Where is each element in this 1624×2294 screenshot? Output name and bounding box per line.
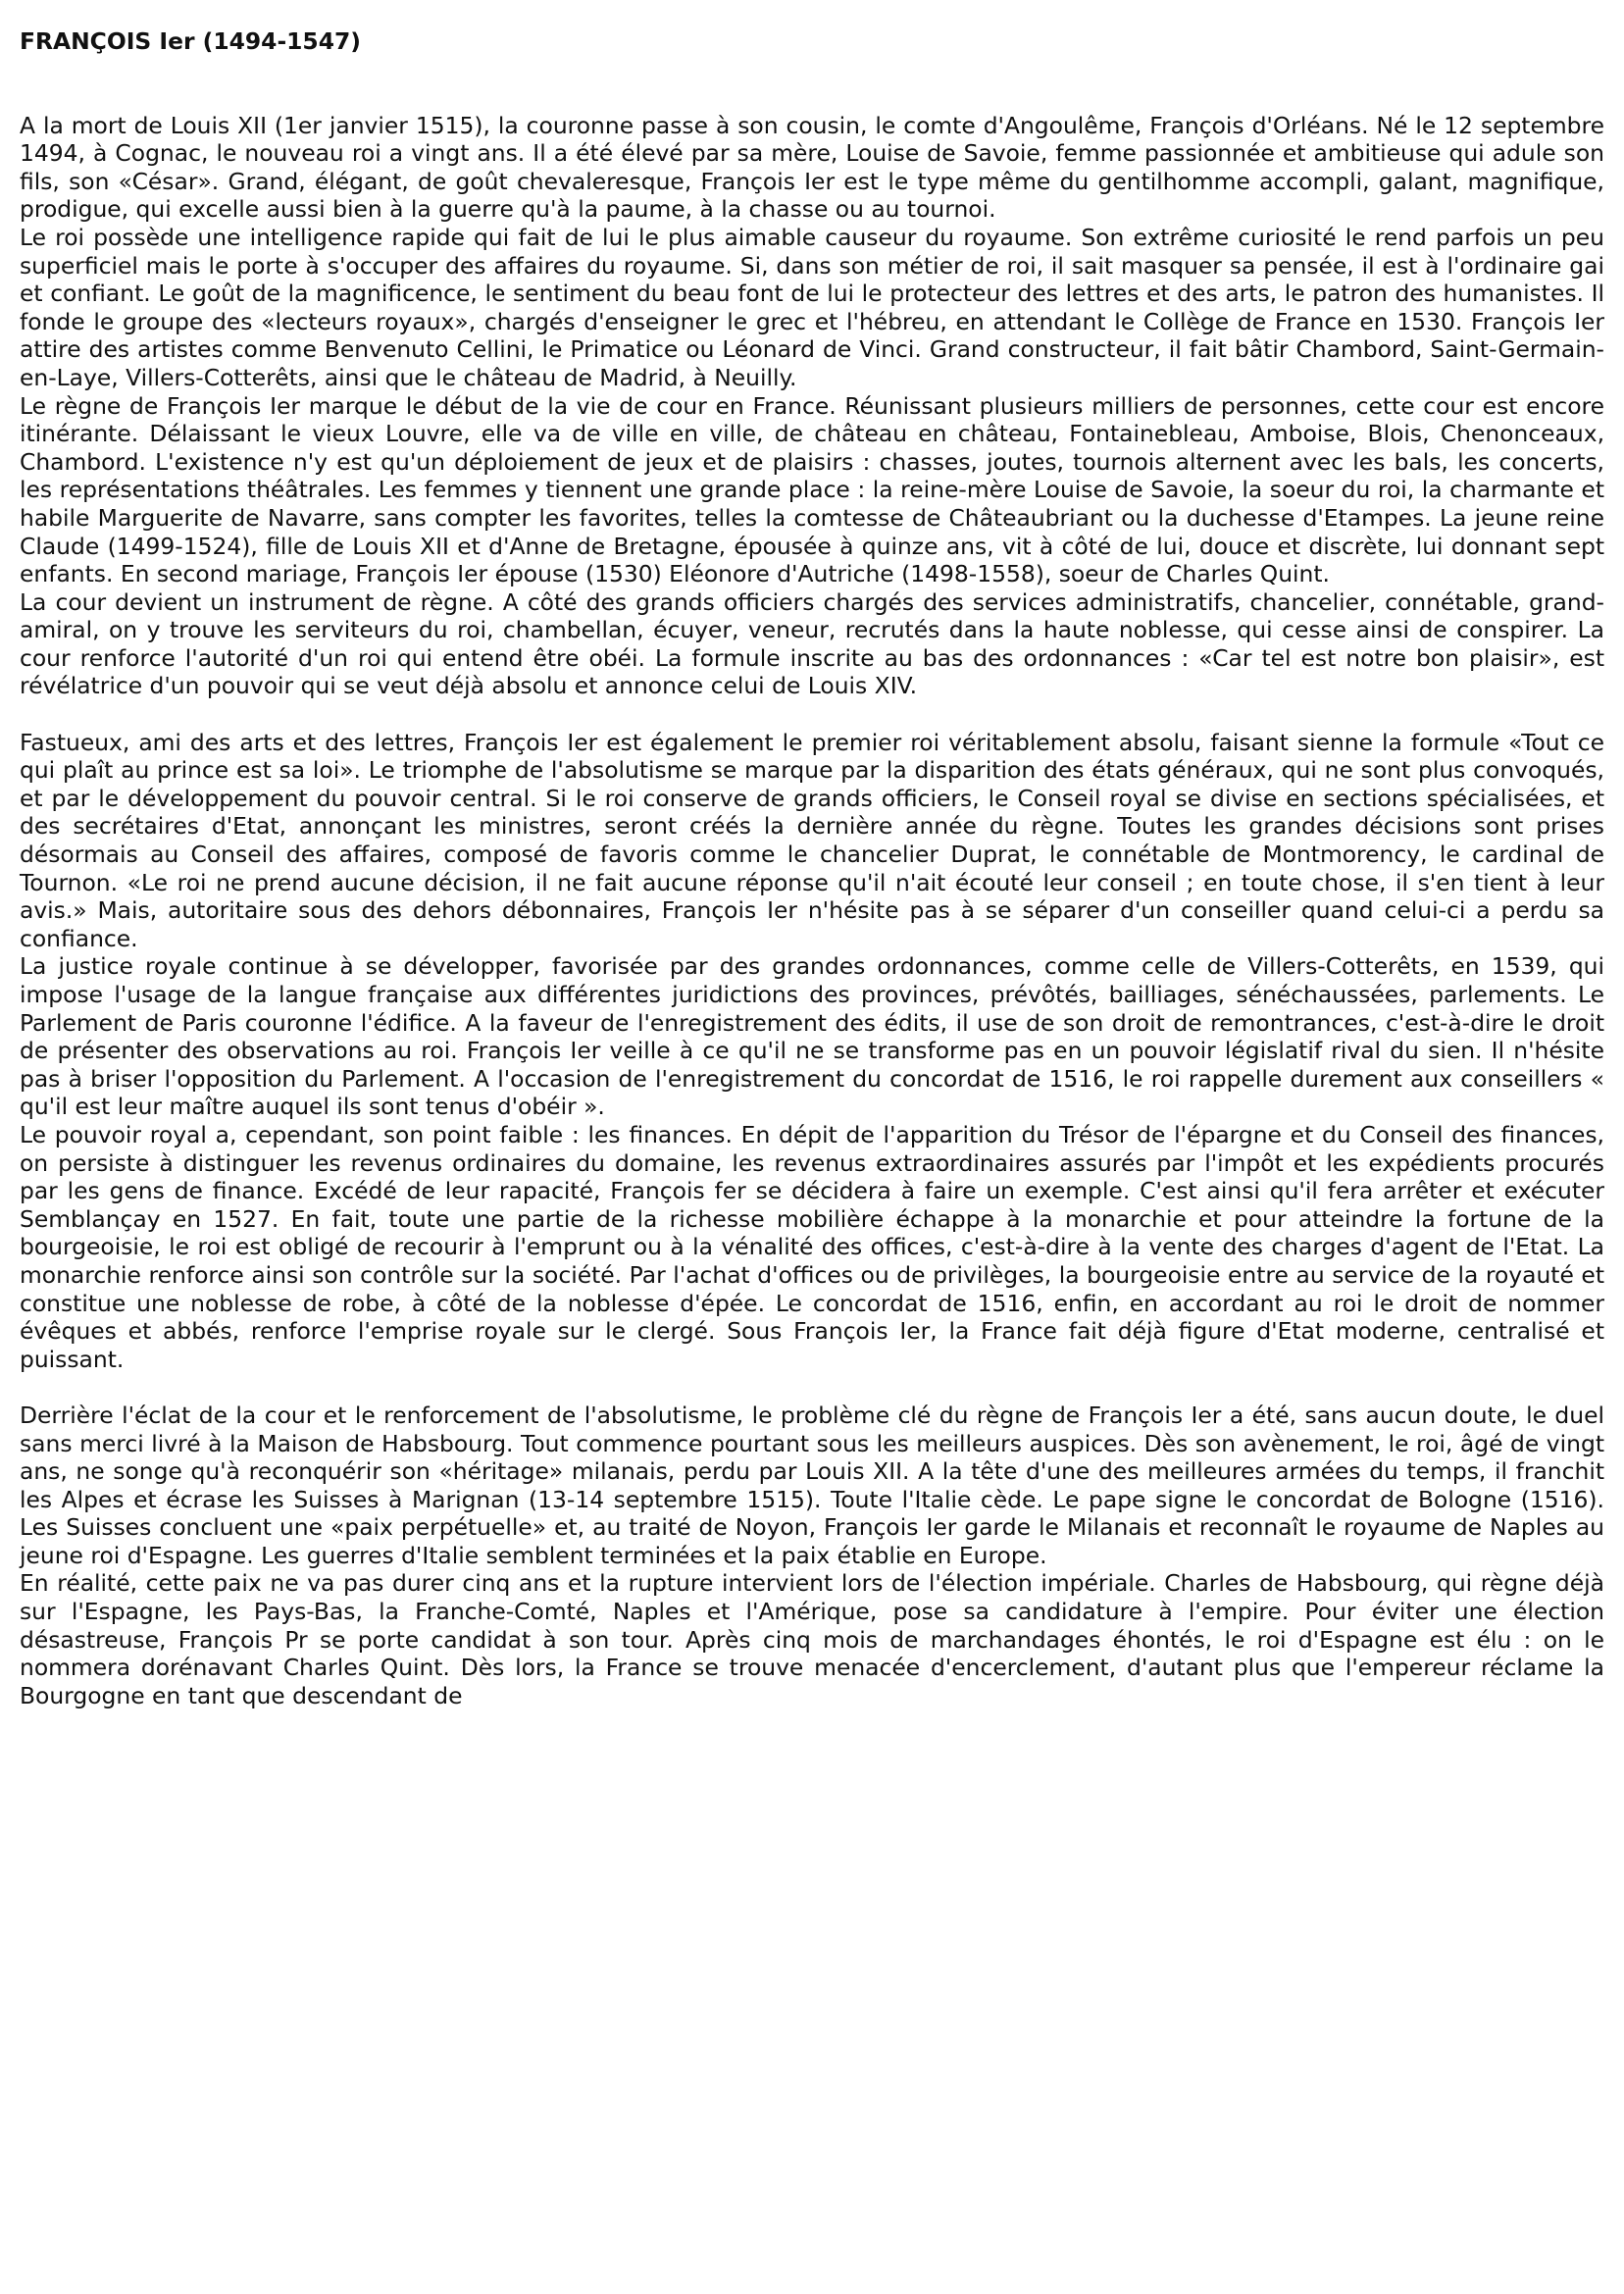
paragraph: La justice royale continue à se développer, favorisée par des grandes ordonnances, comme celle de Villers-Cotterêts, en 1539, qui impose l'usage de la langue française aux différentes juridictions des provinces, prévôtés, bailliages, sénéchaussées, parlements. Le Parlement de Paris couronne l'édifice. A la faveur de l'enregistrement des édits, il use de son droit de remontrances, c'est-à-dire le droit de présenter des observations au roi. François Ier veille à ce qu'il ne se transforme pas en un pouvoir législatif rival du sien. Il n'hésite pas à briser l'opposition du Parlement. A l'occasion de l'enregistrement du concordat de 1516, le roi rappelle durement aux conseillers « qu'il est leur maître auquel ils sont tenus d'obéir ». (20, 952, 1604, 1121)
paragraph: En réalité, cette paix ne va pas durer cinq ans et la rupture intervient lors de l'élection impériale. Charles de Habsbourg, qui règne déjà sur l'Espagne, les Pays-Bas, la Franche-Comté, Naples et l'Amérique, pose sa candidature à l'empire. Pour éviter une élection désastreuse, François Pr se porte candidat à son tour. Après cinq mois de marchandages éhontés, le roi d'Espagne est élu : on le nommera dorénavant Charles Quint. Dès lors, la France se trouve menacée d'encerclement, d'autant plus que l'empereur réclame la Bourgogne en tant que descendant de (20, 1569, 1604, 1709)
paragraph: Le roi possède une intelligence rapide qui fait de lui le plus aimable causeur du royaume. Son extrême curiosité le rend parfois un peu superficiel mais le porte à s'occuper des affaires du royaume. Si, dans son métier de roi, il sait masquer sa pensée, il est à l'ordinaire gai et confiant. Le goût de la magnificence, le sentiment du beau font de lui le protecteur des lettres et des arts, le patron des humanistes. Il fonde le groupe des «lecteurs royaux», chargés d'enseigner le grec et l'hébreu, en attendant le Collège de France en 1530. François Ier attire des artistes comme Benvenuto Cellini, le Primatice ou Léonard de Vinci. Grand constructeur, il fait bâtir Chambord, Saint-Germain-en-Laye, Villers-Cotterêts, ainsi que le château de Madrid, à Neuilly. (20, 223, 1604, 391)
paragraph-spacer (20, 1373, 1604, 1402)
paragraph: Derrière l'éclat de la cour et le renforcement de l'absolutisme, le problème clé du règne de François Ier a été, sans aucun doute, le duel sans merci livré à la Maison de Habsbourg. Tout commence pourtant sous les meilleurs auspices. Dès son avènement, le roi, âgé de vingt ans, ne songe qu'à reconquérir son «héritage» milanais, perdu par Louis XII. A la tête d'une des meilleures armées du temps, il franchit les Alpes et écrase les Suisses à Marignan (13-14 septembre 1515). Toute l'Italie cède. Le pape signe le concordat de Bologne (1516). Les Suisses concluent une «paix perpétuelle» et, au traité de Noyon, François Ier garde le Milanais et reconnaît le royaume de Naples au jeune roi d'Espagne. Les guerres d'Italie semblent terminées et la paix établie en Europe. (20, 1401, 1604, 1569)
paragraph: La cour devient un instrument de règne. A côté des grands officiers chargés des services administratifs, chancelier, connétable, grand-amiral, on y trouve les serviteurs du roi, chambellan, écuyer, veneur, recrutés dans la haute noblesse, qui cesse ainsi de conspirer. La cour renforce l'autorité d'un roi qui entend être obéi. La formule inscrite au bas des ordonnances : «Car tel est notre bon plaisir», est révélatrice d'un pouvoir qui se veut déjà absolu et annonce celui de Louis XIV. (20, 587, 1604, 700)
document-title: FRANÇOIS Ier (1494-1547) (20, 27, 361, 55)
paragraph: A la mort de Louis XII (1er janvier 1515), la couronne passe à son cousin, le comte d'Angoulême, François d'Orléans. Né le 12 septembre 1494, à Cognac, le nouveau roi a vingt ans. Il a été élevé par sa mère, Louise de Savoie, femme passionnée et ambitieuse qui adule son fils, son «César». Grand, élégant, de goût chevaleresque, François Ier est le type même du gentilhomme accompli, galant, magnifique, prodigue, qui excelle aussi bien à la guerre qu'à la paume, à la chasse ou au tournoi. (20, 111, 1604, 224)
paragraph: Fastueux, ami des arts et des lettres, François Ier est également le premier roi véritablement absolu, faisant sienne la formule «Tout ce qui plaît au prince est sa loi». Le triomphe de l'absolutisme se marque par la disparition des états généraux, qui ne sont plus convoqués, et par le développement du pouvoir central. Si le roi conserve de grands officiers, le Conseil royal se divise en sections spécialisées, et des secrétaires d'Etat, annonçant les ministres, seront créés la dernière année du règne. Toutes les grandes décisions sont prises désormais au Conseil des affaires, composé de favoris comme le chancelier Duprat, le connétable de Montmorency, le cardinal de Tournon. «Le roi ne prend aucune décision, il ne fait aucune réponse qu'il n'ait écouté leur conseil ; en toute chose, il s'en tient à leur avis.» Mais, autoritaire sous des dehors débonnaires, François Ier n'hésite pas à se séparer d'un conseiller quand celui-ci a perdu sa confiance. (20, 728, 1604, 952)
document-page (20, 27, 1604, 1709)
paragraph: Le règne de François Ier marque le début de la vie de cour en France. Réunissant plusieurs milliers de personnes, cette cour est encore itinérante. Délaissant le vieux Louvre, elle va de ville en ville, de château en château, Fontainebleau, Amboise, Blois, Chenonceaux, Chambord. L'existence n'y est qu'un déploiement de jeux et de plaisirs : chasses, joutes, tournois alternent avec les bals, les concerts, les représentations théâtrales. Les femmes y tiennent une grande place : la reine-mère Louise de Savoie, la soeur du roi, la charmante et habile Marguerite de Navarre, sans compter les favorites, telles la comtesse de Châteaubriant ou la duchesse d'Etampes. La jeune reine Claude (1499-1524), fille de Louis XII et d'Anne de Bretagne, épousée à quinze ans, vit à côté de lui, douce et discrète, lui donnant sept enfants. En second mariage, François Ier épouse (1530) Eléonore d'Autriche (1498-1558), soeur de Charles Quint. (20, 391, 1604, 588)
paragraph: Le pouvoir royal a, cependant, son point faible : les finances. En dépit de l'apparition du Trésor de l'épargne et du Conseil des finances, on persiste à distinguer les revenus ordinaires du domaine, les revenus extraordinaires assurés par l'impôt et les expédients procurés par les gens de finance. Excédé de leur rapacité, François fer se décidera à faire un exemple. C'est ainsi qu'il fera arrêter et exécuter Semblançay en 1527. En fait, toute une partie de la richesse mobilière échappe à la monarchie et pour atteindre la fortune de la bourgeoisie, le roi est obligé de recourir à l'emprunt ou à la vénalité des offices, c'est-à-dire à la vente des charges d'agent de l'Etat. La monarchie renforce ainsi son contrôle sur la société. Par l'achat d'offices ou de privilèges, la bourgeoisie entre au service de la royauté et constitue une noblesse de robe, à côté de la noblesse d'épée. Le concordat de 1516, enfin, en accordant au roi le droit de nommer évêques et abbés, renforce l'emprise royale sur le clergé. Sous François Ier, la France fait déjà figure d'Etat moderne, centralisé et puissant. (20, 1120, 1604, 1373)
paragraph-spacer (20, 700, 1604, 729)
